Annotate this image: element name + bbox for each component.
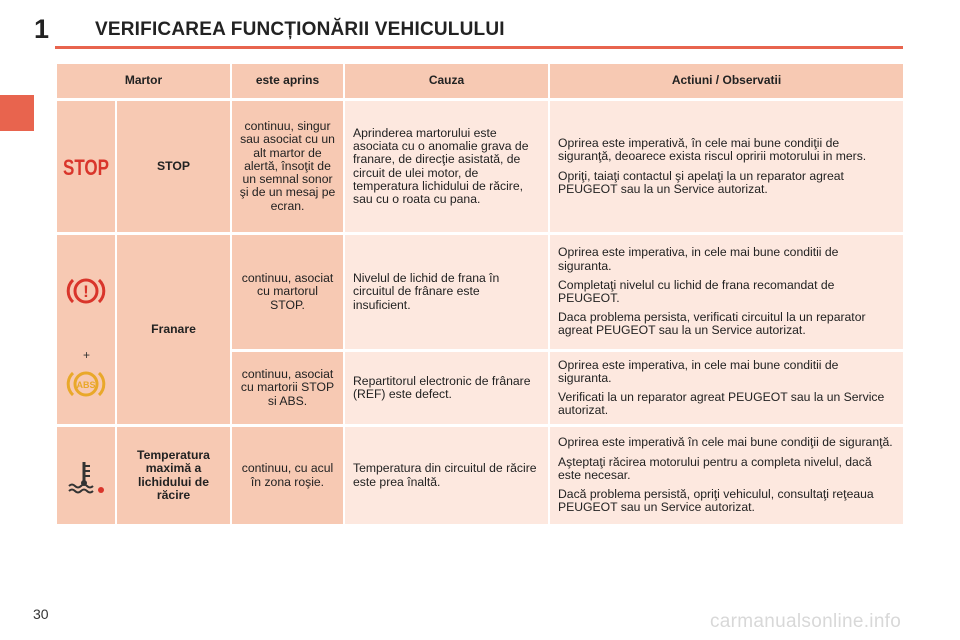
table-row-stop-lit: continuu, singur sau asociat cu un alt martor de alertă, însoţit de un semnal sonor şi de un mesaj pe ecran. — [232, 101, 343, 232]
table-row-ref-lit: continuu, asociat cu martorii STOP si ABS. — [232, 352, 343, 424]
stop-icon-text: STOP — [63, 155, 109, 180]
table-row-franare-icon-cell — [57, 235, 115, 424]
abs-warning-icon — [66, 367, 106, 401]
column-header-martor: Martor — [57, 64, 230, 98]
action-text: Oprirea este imperativa, in cele mai bune conditii de siguranta. — [558, 245, 839, 273]
action-text: Daca problema persista, verificati circuitul la un reparator agreat PEUGEOT sau la un Service autorizat. — [558, 310, 866, 338]
table-row-franare-lit: continuu, asociat cu martorul STOP. — [232, 235, 343, 349]
table-row-franare-name: Franare — [117, 235, 230, 424]
column-header-actiuni: Actiuni / Observatii — [550, 64, 903, 98]
action-text: Oprirea este imperativa, in cele mai bune conditii de siguranta. — [558, 357, 839, 385]
page-title: VERIFICAREA FUNCȚIONĂRII VEHICULULUI — [95, 19, 505, 40]
table-row-stop-name: STOP — [117, 101, 230, 232]
table-row-ref-cause: Repartitorul electronic de frânare (REF) este defect. — [345, 352, 548, 424]
chapter-number: 1 — [34, 14, 50, 44]
column-header-cauza: Cauza — [345, 64, 548, 98]
table-row-ref-actions — [550, 352, 903, 424]
abs-icon-text: ABS — [76, 380, 96, 390]
brake-icon-mark: ! — [83, 282, 89, 301]
table-row-stop-icon-cell — [57, 101, 115, 232]
action-text: Oprirea este imperativă în cele mai bune condiţii de siguranţă. — [558, 435, 893, 450]
action-text: Verificati la un reparator agreat PEUGEOT sau la un Service autorizat. — [558, 390, 885, 418]
table-row-temperature-icon-cell — [57, 427, 115, 524]
table-row-temperature-actions — [550, 427, 903, 524]
table-row-temperature-lit: continuu, cu acul în zona roşie. — [232, 427, 343, 524]
action-text: Dacă problema persistă, opriţi vehiculul, consultaţi reţeaua PEUGEOT sau un Service autorizat. — [558, 487, 874, 515]
table-row-temperature-name: Temperatura maximă a lichidului de răcire — [117, 427, 230, 524]
title-rule — [55, 46, 903, 49]
action-text: Completaţi nivelul cu lichid de frana recomandat de PEUGEOT. — [558, 277, 835, 305]
coolant-temperature-icon — [66, 459, 106, 495]
plus-sign: + — [83, 348, 91, 362]
column-header-este-aprins: este aprins — [232, 64, 343, 98]
table-row-franare-cause: Nivelul de lichid de frana în circuitul de frânare este insuficient. — [345, 235, 548, 349]
action-text: Oprirea este imperativă, în cele mai bune condiţii de siguranţă, deoarece exista riscul opririi motorului in mers. — [558, 136, 867, 164]
table-row-stop-cause: Aprinderea martorului este asociata cu o anomalie grava de franare, de direcţie asistată, de circuit de ulei motor, de temperatura lichidului de răcire, sau cu o roata cu pana. — [345, 101, 548, 232]
action-text: Opriţi, taiaţi contactul şi apelaţi la un reparator agreat PEUGEOT sau la un Service autorizat. — [558, 168, 844, 196]
brake-warning-icon — [66, 274, 106, 308]
stop-warning-icon — [61, 155, 111, 179]
action-text: Aşteptaţi răcirea motorului pentru a completa nivelul, dacă este necesar. — [558, 454, 872, 482]
table-row-franare-actions — [550, 235, 903, 349]
table-row-temperature-cause: Temperatura din circuitul de răcire este prea înaltă. — [345, 427, 548, 524]
watermark: carmanualsonline.info — [710, 611, 902, 632]
table-row-stop-actions — [550, 101, 903, 232]
page-number: 30 — [33, 606, 49, 622]
chapter-side-tab — [0, 95, 34, 131]
